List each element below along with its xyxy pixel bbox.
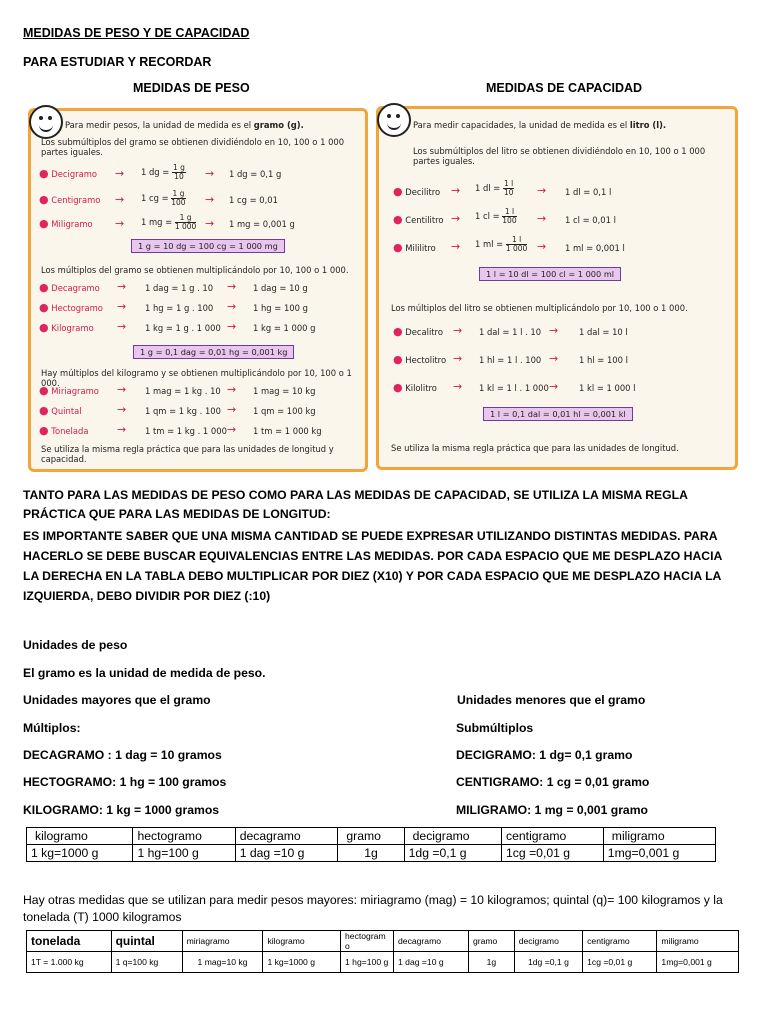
arrow-right-icon: →	[117, 300, 127, 313]
extended-weight-table	[26, 930, 739, 973]
table-header: miligramo	[603, 828, 715, 845]
document-title: MEDIDAS DE PESO Y DE CAPACIDAD	[23, 26, 250, 40]
list-item: ● Hectolitro	[393, 353, 447, 366]
arrow-right-icon: →	[227, 423, 237, 436]
table-header: tonelada	[27, 931, 112, 952]
result: 1 kl = 1 000 l	[579, 383, 636, 393]
submultiple-line: MILIGRAMO: 1 mg = 0,001 gramo	[456, 803, 648, 817]
fraction-eq: 1 dg = $\frac{1 g}{10}$	[141, 163, 185, 181]
list-item: ● Hectogramo	[39, 301, 103, 314]
result: 1 cg = 0,01	[229, 195, 278, 205]
list-item: ● Decilitro	[393, 185, 441, 198]
arrow-right-icon: →	[117, 423, 127, 436]
gram-line: El gramo es la unidad de medida de peso.	[23, 666, 266, 680]
table-cell: 1 dag =10 g	[394, 952, 469, 973]
table-header: quintal	[111, 931, 182, 952]
table-header-row	[27, 828, 716, 845]
equivalence-box: 1 l = 0,1 dal = 0,01 hl = 0,001 kl	[483, 407, 633, 421]
arrow-right-icon: →	[537, 212, 547, 225]
table-cell: 1g	[338, 845, 404, 862]
result: 1 dl = 0,1 l	[565, 187, 612, 197]
list-item: ● Kilolitro	[393, 381, 437, 394]
left-title: Unidades mayores que el gramo	[23, 693, 211, 707]
submultiple-line: CENTIGRAMO: 1 cg = 0,01 gramo	[456, 775, 650, 789]
arrow-right-icon: →	[453, 324, 463, 337]
table-cell: 1cg =0,01 g	[502, 845, 604, 862]
table-cell: 1dg =0,1 g	[514, 952, 582, 973]
arrow-right-icon: →	[117, 383, 127, 396]
arrow-right-icon: →	[115, 167, 125, 180]
peso-intro: Para medir pesos, la unidad de medida es el gramo (g).	[65, 120, 304, 130]
fraction-eq: 1 dl = $\frac{1 l}{10}$	[475, 179, 514, 197]
list-item: ● Centilitro	[393, 213, 444, 226]
table-header: decagramo	[235, 828, 338, 845]
arrow-right-icon: →	[117, 320, 127, 333]
table-cell: 1cg =0,01 g	[583, 952, 657, 973]
equivalence-box: 1 l = 10 dl = 100 cl = 1 000 ml	[479, 267, 621, 281]
list-item: ● Miligramo	[39, 217, 93, 230]
table-header: gramo	[338, 828, 404, 845]
capacidad-card	[376, 106, 738, 470]
arrow-right-icon: →	[117, 280, 127, 293]
table-cell: 1 hg=100 g	[341, 952, 394, 973]
result: 1 mag = 10 kg	[253, 386, 316, 396]
result: 1 ml = 0,001 l	[565, 243, 625, 253]
document-subtitle: PARA ESTUDIAR Y RECORDAR	[23, 55, 212, 69]
list-item: ● Mililitro	[393, 241, 436, 254]
submultiple-line: DECIGRAMO: 1 dg= 0,1 gramo	[456, 748, 633, 762]
list-item: ● Decigramo	[39, 167, 97, 180]
multiple-line: HECTOGRAMO: 1 hg = 100 gramos	[23, 775, 227, 789]
arrow-right-icon: →	[227, 320, 237, 333]
arrow-right-icon: →	[115, 217, 125, 230]
table-header: hectogramo	[133, 828, 235, 845]
extra-paragraph: Hay otras medidas que se utilizan para medir pesos mayores: miriagramo (mag) = 10 kilogramos; quintal (q)= 100 kilogramos y la tonelada (T) 1000 kilogramos	[23, 893, 723, 924]
list-item: ● Kilogramo	[39, 321, 94, 334]
result: 1 dag = 10 g	[253, 283, 308, 293]
arrow-right-icon: →	[227, 403, 237, 416]
table-header-row	[27, 931, 739, 952]
arrow-right-icon: →	[453, 352, 463, 365]
rule-paragraph: TANTO PARA LAS MEDIDAS DE PESO COMO PARA LAS MEDIDAS DE CAPACIDAD, SE UTILIZA LA MISMA REGLA PRÁCTICA QUE PARA LAS MEDIDAS DE LONGITUD:	[23, 488, 688, 521]
table-header: decigramo	[404, 828, 501, 845]
arrow-right-icon: →	[227, 280, 237, 293]
table-header: decagramo	[394, 931, 469, 952]
cap-intro: Para medir capacidades, la unidad de medida es el litro (l).	[413, 120, 667, 130]
list-item: ● Miriagramo	[39, 384, 99, 397]
table-cell: 1 mag=10 kg	[182, 952, 263, 973]
fraction-eq: 1 cl = $\frac{1 l}{100}$	[475, 207, 517, 225]
arrow-right-icon: →	[205, 193, 215, 206]
multiplication: 1 mag = 1 kg . 10	[145, 386, 221, 396]
table-cell: 1mg=0,001 g	[657, 952, 739, 973]
fraction-eq: 1 ml = $\frac{1 l}{1 000}$	[475, 235, 528, 253]
list-item: ● Decalitro	[393, 325, 443, 338]
arrow-right-icon: →	[205, 217, 215, 230]
table-cell: 1g	[468, 952, 514, 973]
units-heading: Unidades de peso	[23, 638, 128, 652]
arrow-right-icon: →	[451, 240, 461, 253]
multiplication: 1 dal = 1 l . 10	[479, 327, 542, 337]
list-item: ● Centigramo	[39, 193, 101, 206]
arrow-right-icon: →	[537, 240, 547, 253]
arrow-right-icon: →	[227, 300, 237, 313]
list-item: ● Tonelada	[39, 424, 89, 437]
table-header: miriagramo	[182, 931, 263, 952]
arrow-right-icon: →	[227, 383, 237, 396]
right-title: Unidades menores que el gramo	[457, 693, 646, 707]
arrow-right-icon: →	[117, 403, 127, 416]
capacidad-heading: MEDIDAS DE CAPACIDAD	[486, 81, 643, 95]
table-cell: 1 q=100 kg	[111, 952, 182, 973]
mascot-icon	[377, 103, 411, 137]
arrow-right-icon: →	[451, 184, 461, 197]
arrow-right-icon: →	[451, 212, 461, 225]
multiplication: 1 qm = 1 kg . 100	[145, 406, 221, 416]
table-header: gramo	[468, 931, 514, 952]
result: 1 tm = 1 000 kg	[253, 426, 322, 436]
cap-sub-intro: Los submúltiplos del litro se obtienen dividiéndolo en 10, 100 o 1 000 partes iguales.	[413, 146, 706, 166]
result: 1 qm = 100 kg	[253, 406, 316, 416]
peso-mult-intro: Los múltiplos del gramo se obtienen multiplicándolo por 10, 100 o 1 000.	[41, 265, 349, 275]
multiple-line: DECAGRAMO : 1 dag = 10 gramos	[23, 748, 222, 762]
table-header: miligramo	[657, 931, 739, 952]
arrow-right-icon: →	[549, 380, 559, 393]
mascot-icon	[29, 105, 63, 139]
multiplication: 1 tm = 1 kg . 1 000	[145, 426, 227, 436]
arrow-right-icon: →	[115, 193, 125, 206]
table-cell: 1 kg=1000 g	[263, 952, 341, 973]
result: 1 hg = 100 g	[253, 303, 308, 313]
table-cell: 1dg =0,1 g	[404, 845, 501, 862]
list-item: ● Quintal	[39, 404, 82, 417]
result: 1 mg = 0,001 g	[229, 219, 295, 229]
list-item: ● Decagramo	[39, 281, 100, 294]
multiplication: 1 dag = 1 g . 10	[145, 283, 214, 293]
result: 1 cl = 0,01 l	[565, 215, 616, 225]
multiplication: 1 hl = 1 l . 100	[479, 355, 542, 365]
table-cell: 1 kg=1000 g	[27, 845, 133, 862]
result: 1 dg = 0,1 g	[229, 169, 282, 179]
table-header: kilogramo	[263, 931, 341, 952]
result: 1 dal = 10 l	[579, 327, 628, 337]
multiplication: 1 hg = 1 g . 100	[145, 303, 214, 313]
table-cell: 1T = 1.000 kg	[27, 952, 112, 973]
result: 1 kg = 1 000 g	[253, 323, 316, 333]
peso-sub-intro: Los submúltiplos del gramo se obtienen dividiéndolo en 10, 100 o 1 000 partes iguales.	[41, 137, 345, 157]
table-header: hectogram o	[341, 931, 394, 952]
peso-card	[28, 108, 368, 472]
fraction-eq: 1 mg = $\frac{1 g}{1 000}$	[141, 213, 197, 231]
arrow-right-icon: →	[205, 167, 215, 180]
table-row	[27, 952, 739, 973]
arrow-right-icon: →	[549, 324, 559, 337]
arrow-right-icon: →	[453, 380, 463, 393]
table-header: centigramo	[583, 931, 657, 952]
equivalence-box: 1 g = 10 dg = 100 cg = 1 000 mg	[131, 239, 285, 253]
fraction-eq: 1 cg = $\frac{1 g}{100}$	[141, 189, 186, 207]
weight-table	[26, 827, 716, 862]
right-sub: Submúltiplos	[456, 721, 534, 735]
explanation-paragraph: ES IMPORTANTE SABER QUE UNA MISMA CANTIDAD SE PUEDE EXPRESAR UTILIZANDO DISTINTAS MEDIDAS. PARA HACERLO SE DEBE BUSCAR EQUIVALENCIAS ENTRE LAS MEDIDAS. POR CADA ESPACIO QUE ME DESPLAZO HACIA LA DERECHA EN LA TABLA DEBO MULTIPLICAR POR DIEZ (X10) Y POR CADA ESPACIO QUE ME DESPLAZO HACIA LA IZQUIERDA, DEBO DIVIDIR POR DIEZ (:10)	[23, 529, 722, 603]
table-header: kilogramo	[27, 828, 133, 845]
table-row	[27, 845, 716, 862]
table-cell: 1 hg=100 g	[133, 845, 235, 862]
table-header: centigramo	[502, 828, 604, 845]
peso-heading: MEDIDAS DE PESO	[133, 81, 250, 95]
left-sub: Múltiplos:	[23, 721, 81, 735]
table-header: decigramo	[514, 931, 582, 952]
arrow-right-icon: →	[537, 184, 547, 197]
arrow-right-icon: →	[549, 352, 559, 365]
cap-footer: Se utiliza la misma regla práctica que para las unidades de longitud.	[391, 443, 679, 453]
table-cell: 1mg=0,001 g	[603, 845, 715, 862]
peso-footer: Se utiliza la misma regla práctica que para las unidades de longitud y capacidad.	[41, 444, 334, 464]
multiplication: 1 kl = 1 l . 1 000	[479, 383, 549, 393]
table-cell: 1 dag =10 g	[235, 845, 338, 862]
equivalence-box: 1 g = 0,1 dag = 0,01 hg = 0,001 kg	[133, 345, 294, 359]
result: 1 hl = 100 l	[579, 355, 628, 365]
peso-mult2-intro: Hay múltiplos del kilogramo y se obtienen multiplicándolo por 10, 100 o 1 000.	[41, 368, 352, 388]
cap-mult-intro: Los múltiplos del litro se obtienen multiplicándolo por 10, 100 o 1 000.	[391, 303, 688, 313]
multiple-line: KILOGRAMO: 1 kg = 1000 gramos	[23, 803, 220, 817]
multiplication: 1 kg = 1 g . 1 000	[145, 323, 221, 333]
